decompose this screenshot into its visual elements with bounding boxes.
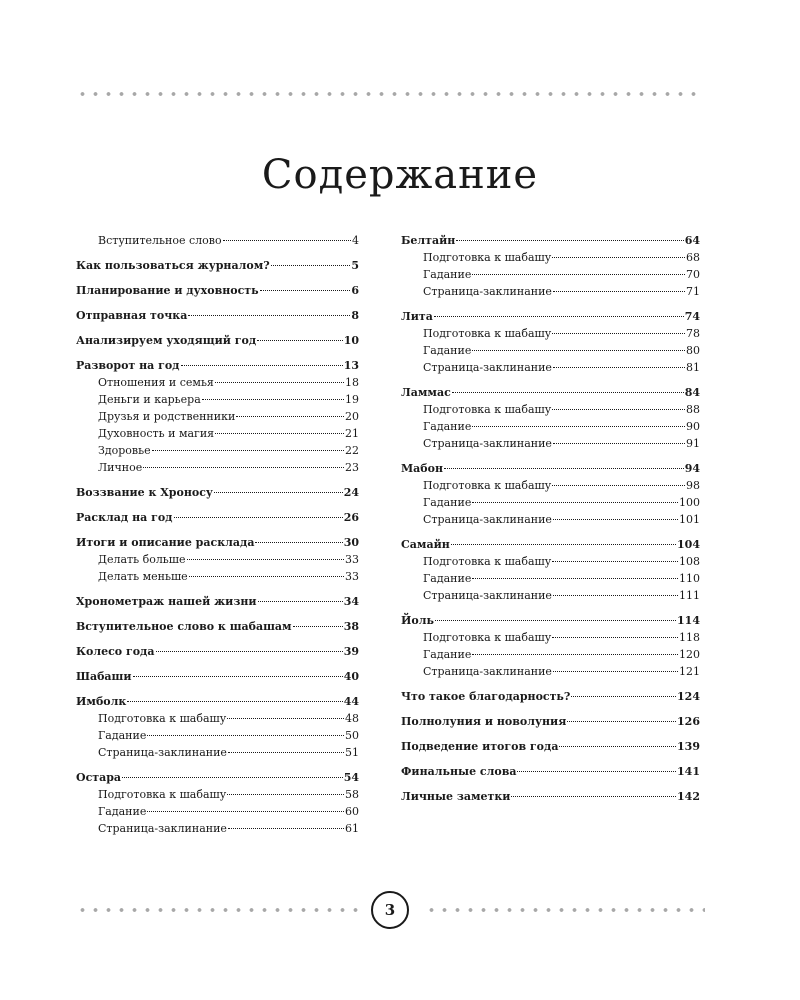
toc-entry-page: 64 (684, 234, 700, 247)
toc-entry-label: Анализируем уходящий год (76, 334, 257, 347)
toc-entry[interactable] (76, 820, 359, 837)
toc-entry-label: Страница-заклинание (423, 361, 552, 374)
toc-entry-page: 84 (684, 386, 700, 399)
toc-entry-page: 118 (679, 631, 700, 644)
toc-entry-page: 51 (345, 746, 359, 759)
toc-entry-page: 94 (684, 462, 700, 475)
toc-entry-label: Гадание (423, 496, 472, 509)
dot-leader (156, 640, 343, 652)
dot-leader (552, 626, 678, 638)
toc-entry[interactable] (76, 643, 359, 660)
toc-entry-label: Подготовка к шабашу (423, 555, 552, 568)
dot-leader (553, 356, 685, 368)
toc-entry-label: Подготовка к шабашу (423, 251, 552, 264)
toc-entry-label: Вступительное слово (98, 234, 222, 247)
toc-entry[interactable] (401, 713, 700, 730)
dot-leader (214, 481, 343, 493)
dot-leader (472, 415, 685, 427)
toc-entry[interactable] (401, 788, 700, 805)
toc-entry-label: Страница-заклинание (98, 746, 227, 759)
toc-entry-page: 88 (686, 403, 700, 416)
toc-entry-page: 104 (677, 538, 700, 551)
dot-leader (188, 304, 350, 316)
toc-entry-label: Отправная точка (76, 309, 188, 322)
toc-entry-label: Шабаши (76, 670, 132, 683)
toc-entry[interactable] (401, 359, 700, 376)
dot-leader (444, 457, 684, 469)
toc-entry-page: 20 (345, 410, 359, 423)
toc-entry[interactable] (401, 663, 700, 680)
dot-leader (152, 439, 344, 451)
bottom-dotted-border-left (76, 907, 366, 913)
toc-entry-page: 124 (677, 690, 700, 703)
toc-entry[interactable] (401, 435, 700, 452)
toc-entry-label: Страница-заклинание (98, 822, 227, 835)
toc-entry-label: Самайн (401, 538, 450, 551)
dot-leader (552, 550, 678, 562)
toc-entry-page: 58 (345, 788, 359, 801)
toc-entry-label: Друзья и родственники (98, 410, 236, 423)
toc-entry-label: Отношения и семья (98, 376, 214, 389)
toc-entry-label: Гадание (98, 729, 147, 742)
dot-leader (553, 432, 685, 444)
dot-leader (472, 339, 685, 351)
toc-entry-label: Полнолуния и новолуния (401, 715, 567, 728)
dot-leader (228, 741, 344, 753)
toc-entry-page: 4 (352, 234, 359, 247)
toc-entry-label: Подготовка к шабашу (423, 631, 552, 644)
toc-entry[interactable] (401, 587, 700, 604)
toc-entry-page: 39 (343, 645, 359, 658)
toc-entry-label: Подготовка к шабашу (423, 403, 552, 416)
toc-entry[interactable] (401, 738, 700, 755)
toc-entry-page: 54 (343, 771, 359, 784)
dot-leader (147, 724, 344, 736)
dot-leader (552, 398, 685, 410)
toc-entry-label: Страница-заклинание (423, 285, 552, 298)
toc-entry-label: Делать больше (98, 553, 186, 566)
toc-entry-label: Личное (98, 461, 143, 474)
toc-entry-page: 44 (343, 695, 359, 708)
toc-entry-page: 120 (679, 648, 700, 661)
dot-leader (215, 422, 344, 434)
toc-entry[interactable] (76, 618, 359, 635)
toc-entry-page: 139 (677, 740, 700, 753)
toc-entry-label: Итоги и описание расклада (76, 536, 255, 549)
toc-entry-label: Разворот на год (76, 359, 180, 372)
toc-entry[interactable] (76, 744, 359, 761)
toc-entry-page: 8 (351, 309, 359, 322)
toc-entry[interactable] (76, 232, 359, 249)
toc-entry[interactable] (76, 568, 359, 585)
toc-entry[interactable] (401, 283, 700, 300)
dot-leader (517, 760, 676, 772)
toc-entry-label: Остара (76, 771, 122, 784)
toc-entry-page: 80 (686, 344, 700, 357)
toc-entry-page: 6 (351, 284, 359, 297)
toc-entry-label: Здоровье (98, 444, 151, 457)
toc-entry-label: Имболк (76, 695, 127, 708)
dot-leader (553, 280, 685, 292)
toc-entry-page: 50 (345, 729, 359, 742)
toc-entry-label: Духовность и магия (98, 427, 215, 440)
dot-leader (435, 609, 676, 621)
toc-entry-page: 10 (343, 334, 359, 347)
dot-leader (472, 567, 678, 579)
toc-entry-page: 38 (343, 620, 359, 633)
dot-leader (434, 305, 684, 317)
toc-entry-label: Страница-заклинание (423, 513, 552, 526)
toc-entry-page: 60 (345, 805, 359, 818)
toc-entry-label: Планирование и духовность (76, 284, 259, 297)
dot-leader (215, 371, 344, 383)
toc-entry[interactable] (401, 763, 700, 780)
toc-entry-page: 78 (686, 327, 700, 340)
toc-entry-page: 30 (343, 536, 359, 549)
dot-leader (236, 405, 344, 417)
dot-leader (472, 643, 678, 655)
toc-entry-page: 114 (677, 614, 700, 627)
toc-entry-page: 81 (686, 361, 700, 374)
toc-entry-label: Воззвание к Хроносу (76, 486, 213, 499)
page-number-badge (371, 891, 409, 929)
dot-leader (181, 354, 343, 366)
dot-leader (511, 785, 676, 797)
toc-entry-label: Гадание (423, 572, 472, 585)
toc-entry-label: Расклад на год (76, 511, 173, 524)
toc-entry-page: 141 (677, 765, 700, 778)
toc-entry-page: 23 (345, 461, 359, 474)
toc-entry-page: 61 (345, 822, 359, 835)
toc-entry-page: 21 (345, 427, 359, 440)
dot-leader (552, 246, 685, 258)
toc-entry-label: Гадание (423, 268, 472, 281)
toc-entry-page: 90 (686, 420, 700, 433)
toc-entry-label: Лита (401, 310, 433, 323)
toc-entry-page: 70 (686, 268, 700, 281)
toc-entry-page: 33 (345, 570, 359, 583)
toc-entry-label: Подготовка к шабашу (423, 327, 552, 340)
toc-entry-page: 40 (343, 670, 359, 683)
toc-entry-label: Как пользоваться журналом? (76, 259, 270, 272)
toc-entry-page: 110 (679, 572, 700, 585)
toc-entry-page: 19 (345, 393, 359, 406)
toc-entry-label: Делать меньше (98, 570, 188, 583)
toc-entry-page: 121 (679, 665, 700, 678)
toc-entry-page: 33 (345, 553, 359, 566)
dot-leader (559, 735, 676, 747)
dot-leader (122, 766, 343, 778)
toc-entry-page: 101 (679, 513, 700, 526)
toc-entry-page: 98 (686, 479, 700, 492)
toc-entry-label: Гадание (98, 805, 147, 818)
toc-entry-page: 68 (686, 251, 700, 264)
toc-left-column (76, 232, 359, 837)
toc-entry[interactable] (76, 282, 359, 299)
dot-leader (552, 322, 685, 334)
toc-entry-label: Гадание (423, 648, 472, 661)
dot-leader (255, 531, 342, 543)
toc-entry[interactable] (76, 668, 359, 685)
dot-leader (553, 660, 678, 672)
toc-entry-page: 34 (343, 595, 359, 608)
toc-entry-label: Гадание (423, 420, 472, 433)
toc-entry-label: Личные заметки (401, 790, 511, 803)
toc-entry-page: 126 (677, 715, 700, 728)
toc-entry-label: Что такое благодарность? (401, 690, 571, 703)
dot-leader (553, 508, 678, 520)
toc-entry-page: 5 (351, 259, 359, 272)
toc-entry-label: Вступительное слово к шабашам (76, 620, 292, 633)
dot-leader (189, 565, 344, 577)
toc-entry[interactable] (76, 593, 359, 610)
dot-leader (227, 707, 344, 719)
dot-leader (293, 615, 343, 627)
toc-entry-label: Деньги и карьера (98, 393, 201, 406)
dot-leader (133, 665, 343, 677)
dot-leader (472, 263, 685, 275)
dot-leader (223, 229, 351, 241)
toc-entry-page: 71 (686, 285, 700, 298)
toc-entry[interactable] (401, 511, 700, 528)
toc-entry-label: Подведение итогов года (401, 740, 559, 753)
toc-entry-label: Белтайн (401, 234, 456, 247)
toc-entry-page: 22 (345, 444, 359, 457)
dot-leader (553, 584, 678, 596)
toc-right-column (401, 232, 700, 805)
dot-leader (227, 783, 344, 795)
toc-entry-page: 48 (345, 712, 359, 725)
dot-leader (567, 710, 676, 722)
toc-entry-page: 108 (679, 555, 700, 568)
toc-entry[interactable] (76, 484, 359, 501)
toc-entry-label: Подготовка к шабашу (423, 479, 552, 492)
bottom-dotted-border-right (425, 907, 705, 913)
toc-entry-label: Страница-заклинание (423, 665, 552, 678)
toc-entry-page: 142 (677, 790, 700, 803)
toc-entry-label: Финальные слова (401, 765, 517, 778)
toc-entry-label: Ламмас (401, 386, 451, 399)
toc-entry[interactable] (76, 257, 359, 274)
toc-entry[interactable] (76, 459, 359, 476)
toc-entry-page: 26 (343, 511, 359, 524)
dot-leader (202, 388, 344, 400)
toc-entry[interactable] (401, 688, 700, 705)
dot-leader (451, 533, 676, 545)
dot-leader (258, 590, 343, 602)
dot-leader (552, 474, 685, 486)
toc-entry-page: 74 (684, 310, 700, 323)
toc-entry-label: Йоль (401, 614, 434, 627)
toc-entry-label: Хронометраж нашей жизни (76, 595, 257, 608)
toc-entry-page: 100 (679, 496, 700, 509)
toc-entry-label: Подготовка к шабашу (98, 788, 227, 801)
dot-leader (260, 279, 351, 291)
toc-entry[interactable] (76, 509, 359, 526)
toc-entry-page: 24 (343, 486, 359, 499)
dot-leader (174, 506, 343, 518)
dot-leader (456, 229, 683, 241)
dot-leader (127, 690, 342, 702)
dot-leader (228, 817, 344, 829)
toc-entry-label: Страница-заклинание (423, 589, 552, 602)
dot-leader (143, 456, 344, 468)
page-title: Содержание (261, 152, 539, 198)
dot-leader (452, 381, 684, 393)
toc-entry[interactable] (76, 332, 359, 349)
toc-entry-page: 13 (343, 359, 359, 372)
dot-leader (147, 800, 344, 812)
toc-entry-label: Гадание (423, 344, 472, 357)
top-dotted-border (76, 91, 702, 97)
toc-entry-label: Подготовка к шабашу (98, 712, 227, 725)
dot-leader (257, 329, 342, 341)
toc-entry[interactable] (76, 307, 359, 324)
dot-leader (571, 685, 676, 697)
toc-entry-label: Мабон (401, 462, 444, 475)
dot-leader (187, 548, 344, 560)
toc-entry-page: 91 (686, 437, 700, 450)
dot-leader (271, 254, 351, 266)
toc-entry-page: 111 (679, 589, 700, 602)
toc-entry-label: Колесо года (76, 645, 155, 658)
toc-entry-page: 18 (345, 376, 359, 389)
dot-leader (472, 491, 678, 503)
page-number: 3 (384, 901, 396, 919)
toc-entry-label: Страница-заклинание (423, 437, 552, 450)
